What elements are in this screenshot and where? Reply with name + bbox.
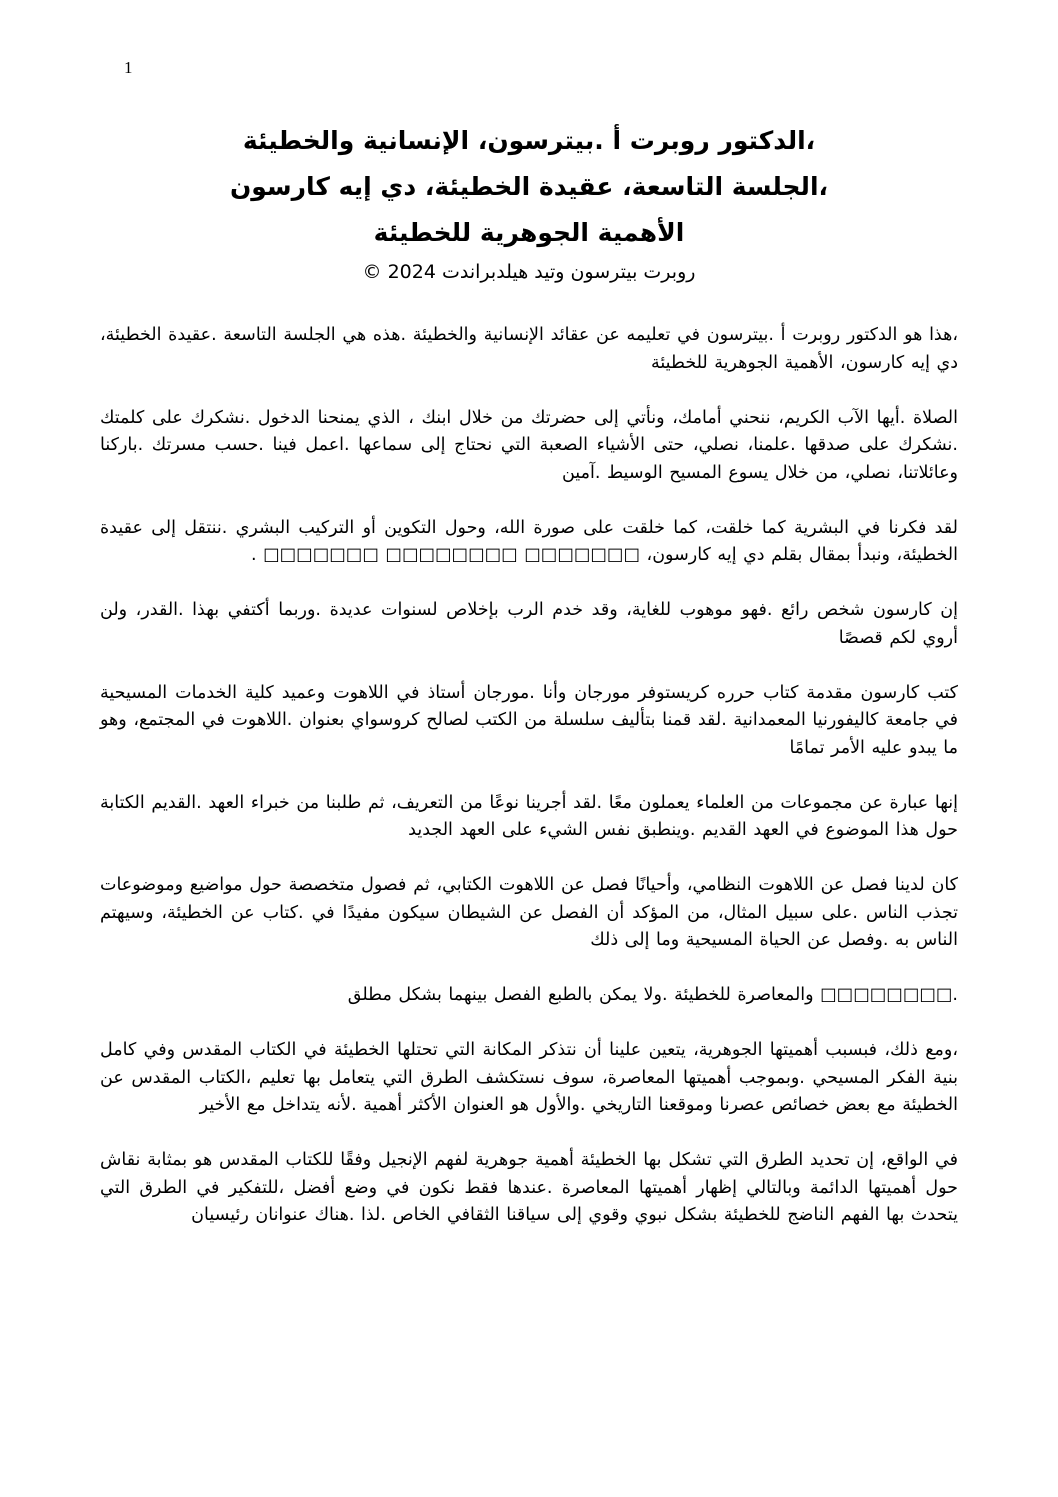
paragraph-6: إنها عبارة عن مجموعات من العلماء يعملون معًا .لقد أجرينا نوعًا من التعريف، ثم طلبنا من خبراء العهد .القديم الكتابة حول هذا الموضوع في العهد القديم .وينطبق نفس الشيء على العهد الجديد [100, 792, 958, 840]
title-line-1: ،الدكتور روبرت أ .بيترسون، الإنسانية والخطيئة [242, 126, 816, 155]
paragraph-5: كتب كارسون مقدمة كتاب حرره كريستوفر مورجان وأنا .مورجان أستاذ في اللاهوت وعميد كلية الخدمات المسيحية في جامعة كاليفورنيا المعمدانية .لقد قمنا بتأليف سلسلة من الكتب لصالح كروسواي بعنوان .اللاهوت في المجتمع، وهو ما يبدو عليه الأمر تمامًا [100, 682, 958, 758]
document-title [100, 118, 958, 256]
paragraph-9: ،ومع ذلك، فبسبب أهميتها الجوهرية، يتعين علينا أن نتذكر المكانة التي تحتلها الخطيئة في الكتاب المقدس وفي كامل بنية الفكر المسيحي .وبموجب أهميتها المعاصرة، سوف نستكشف الطرق التي يتعامل بها تعليم ،الكتاب المقدس عن الخطيئة مع بعض خصائص عصرنا وموقعنا التاريخي .والأول هو العنوان الأكثر أهمية .لأنه يتداخل مع الأخير [100, 1040, 958, 1115]
paragraph-10: في الواقع، إن تحديد الطرق التي تشكل بها الخطيئة أهمية جوهرية لفهم الإنجيل وفقًا للكتاب المقدس هو بمثابة نقاش حول أهميتها الدائمة وبالتالي إظهار أهميتها المعاصرة .عندها فقط نكون في وضع أفضل ،للتفكير في الطرق التي يتحدث بها الفهم الناضج للخطيئة بشكل نبوي وقوي إلى سياقنا الثقافي الخاص .لذا .هناك عنوانان رئيسيان [100, 1150, 958, 1225]
paragraph-3: لقد فكرنا في البشرية كما خلقت، كما خلقت على صورة الله، وحول التكوين أو التركيب البشري .ننتقل إلى عقيدة الخطيئة، ونبدأ بمقال بقلم دي إيه كارسون، □□□□□□□ □□□□□□□□ □□□□□□□ . [100, 517, 958, 565]
paragraph-2: الصلاة .أيها الآب الكريم، ننحني أمامك، ونأتي إلى حضرتك من خلال ابنك ، الذي يمنحنا الدخول .نشكرك على كلمتك .نشكرك على صدقها .علمنا، نصلي، حتى الأشياء الصعبة التي نحتاج إلى سماعها .اعمل فينا .حسب مسرتك .باركنا وعائلاتنا، نصلي، من خلال يسوع المسيح الوسيط .آمين [100, 407, 958, 483]
document-body [100, 322, 958, 1230]
copyright-line: روبرت بيترسون وتيد هيلدبراندت 2024 © [362, 261, 696, 283]
paragraph-1: ،هذا هو الدكتور روبرت أ .بيترسون في تعليمه عن عقائد الإنسانية والخطيئة .هذه هي الجلسة التاسعة .عقيدة الخطيئة، دي إيه كارسون، الأهمية الجوهرية للخطيئة [100, 325, 958, 373]
paragraph-7: كان لدينا فصل عن اللاهوت النظامي، وأحيانًا فصل عن اللاهوت الكتابي، ثم فصول متخصصة حول مواضيع وموضوعات تجذب الناس .على سبيل المثال، من المؤكد أن الفصل عن الشيطان سيكون مفيدًا في .كتاب عن الخطيئة، وسيهتم الناس به .وفصل عن الحياة المسيحية وما إلى ذلك [100, 875, 958, 950]
title-line-2: ،الجلسة التاسعة، عقيدة الخطيئة، دي إيه كارسون [229, 172, 829, 201]
page-number: 1 [124, 58, 133, 77]
title-line-3: الأهمية الجوهرية للخطيئة [373, 218, 685, 247]
paragraph-4: إن كارسون شخص رائع .فهو موهوب للغاية، وقد خدم الرب بإخلاص لسنوات عديدة .وربما أكتفي بهذا .القدر، ولن أروي لكم قصصًا [100, 600, 958, 648]
paragraph-8: .□□□□□□□□ والمعاصرة للخطيئة .ولا يمكن بالطبع الفصل بينهما بشكل مطلق [347, 985, 958, 1005]
